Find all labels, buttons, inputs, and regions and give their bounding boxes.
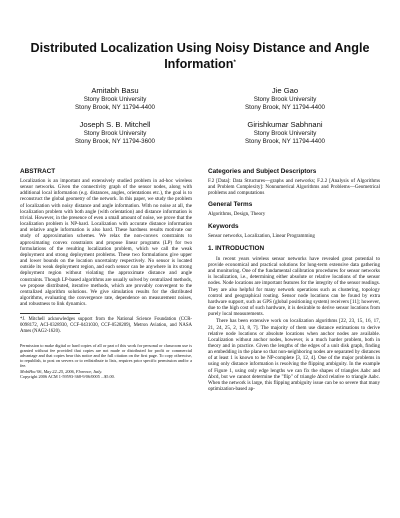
introduction-paragraph-1: In recent years wireless sensor networks have revealed great potential to provide economical and practical solutions for long-term extensive data gathering and monitoring. One of the fundamental calibration procedures for sensor networks is localization, i.e., determining either absolute or relative locations of the sensor nodes. Node locations are important features for the integrity of the sensor readings. They are also helpful for many network operations such as clustering, topology control and geographical routing. Sensor node locations can be found by extra hardware support, such as GPS (global positioning system) receivers [11]; however, due to the high cost of such hardware, it is desirable to derive sensor locations from purely local measurements.	[208, 255, 380, 318]
abstract-heading: ABSTRACT	[20, 168, 56, 175]
funding-footnote: *J. Mitchell acknowledges support from the National Science Foundation (CCR-0098172, ACI-0328930, CCF-0431030, CCF-0528209), Metron Aviation, and NASA Ames (NAG2-1620).	[20, 317, 192, 334]
venue-text: MobiHoc'06, May 22–25, 2006, Florence, Italy.	[20, 368, 103, 374]
general-terms-heading: General Terms	[208, 201, 253, 209]
author-address: Stony Brook, NY 11794-3600	[75, 137, 155, 145]
author-address: Stony Brook, NY 11794-4400	[245, 137, 325, 145]
permission-notice	[20, 343, 192, 379]
introduction-paragraph-2: There has been extensive work on localization algorithms [22, 23, 15, 16, 17, 21, 24, 25, 2, 13, 8, 7]. The majority of them use distance estimations to derive relative node locations or absolute locations when anchor nodes are available. Localization without anchor nodes, however, is a much harder problem, both in theory and in practice. Given the lengths of the edges of a unit disk graph, finding an embedding in the plane so that non-neighboring nodes are separated by distances of at least 1 is known to be NP-complete [3, 12, 4]. One of the major problems in using only distance information is resolving the flipping ambiguity. In the example of Figure 1, using only edge lengths we can fix the shapes of triangles ∆abc and ∆bcd, but we cannot determine the "flip" of triangle ∆bcd relative to triangle ∆abc. When the network is large, this flipping ambiguity issue can be so severe that many optimization-based ap-	[208, 318, 380, 393]
copyright-text: Copyright 2006 ACM 1-59593-368-9/06/0005 ...$5.00.	[20, 373, 115, 379]
author-block-4	[200, 120, 370, 145]
keywords-text: Sensor networks, Localization, Linear Programming	[208, 232, 315, 239]
author-block-2	[200, 86, 370, 111]
author-block-1	[30, 86, 200, 111]
author-address: Stony Brook, NY 11794-4400	[245, 103, 325, 111]
title-footnote-mark: *	[233, 60, 236, 66]
categories-text: F.2 [Data]: Data Structures—graphs and networks; F.2.2 [Analysis of Algorithms and Problem Complexity]: Nonnumerical Algorithms and Problems—Geometrical problems and computations	[208, 178, 380, 197]
author-affiliation: Stony Brook University	[253, 130, 317, 137]
general-terms-text: Algorithms, Design, Theory	[208, 211, 266, 218]
author-block-3	[30, 120, 200, 145]
author-name: Jie Gao	[271, 86, 299, 95]
paper-title-text: Distributed Localization Using Noisy Distance and Angle Information	[30, 41, 370, 71]
categories-heading: Categories and Subject Descriptors	[208, 168, 317, 175]
introduction-heading: 1. INTRODUCTION	[208, 244, 265, 252]
author-name: Joseph S. B. Mitchell	[79, 120, 151, 129]
permission-text: Permission to make digital or hard copies of all or part of this work for personal or classroom use is granted without fee provided that copies are not made or distributed for profit or commercial advantage and that copies bear this notice and the full citation on the first page. To copy otherwise, to republish, to post on servers or to redistribute to lists, requires prior specific permission and/or a fee.	[20, 342, 192, 369]
author-affiliation: Stony Brook University	[83, 130, 147, 137]
paper-title	[20, 40, 380, 72]
author-affiliation: Stony Brook University	[253, 96, 317, 103]
author-affiliation: Stony Brook University	[83, 96, 147, 103]
footnote-divider	[20, 313, 80, 314]
author-name: Amitabh Basu	[91, 86, 139, 95]
left-column	[20, 168, 192, 379]
right-column	[208, 168, 380, 392]
keywords-heading: Keywords	[208, 222, 239, 230]
abstract-text: Localization is an important and extensively studied problem in ad-hoc wireless sensor networks. Given the connectivity graph of the sensor nodes, along with additional local information (e.g. distances, angles, orientations etc.), the goal is to reconstruct the global geometry of the network. In this paper, we study the problem of localization with noisy distance and angle information. With no noise at all, the localization problem with both angle (with orientation) and distance information is trivial. However, in the presence of even a small amount of noise, we prove that the localization problem is NP-hard. Localization with accurate distance information and relative angle information is also hard. These hardness results motivate our study of approximation schemes. We relax the non-convex constraints to approximating convex constraints and propose linear programs (LP) for two formulations of the resulting localization problem, which we call the weak deployment and strong deployment problems. These two formulations give upper and lower bounds on the location uncertainty respectively. No sensor is located outside its weak deployment region, and each sensor can be anywhere in its strong deployment region without violating the approximate distance and angle constraints. Though LP-based algorithms are usually solved by centralized methods, we propose distributed, iterative methods, which are provably convergent to the centralized algorithm solutions. We give simulation results for the distributed algorithms, evaluating the convergence rate, dependence on measurement noises, and robustness to link dynamics.	[20, 178, 192, 308]
author-address: Stony Brook, NY 11794-4400	[75, 103, 155, 111]
author-name: Girishkumar Sabhnani	[247, 120, 323, 129]
